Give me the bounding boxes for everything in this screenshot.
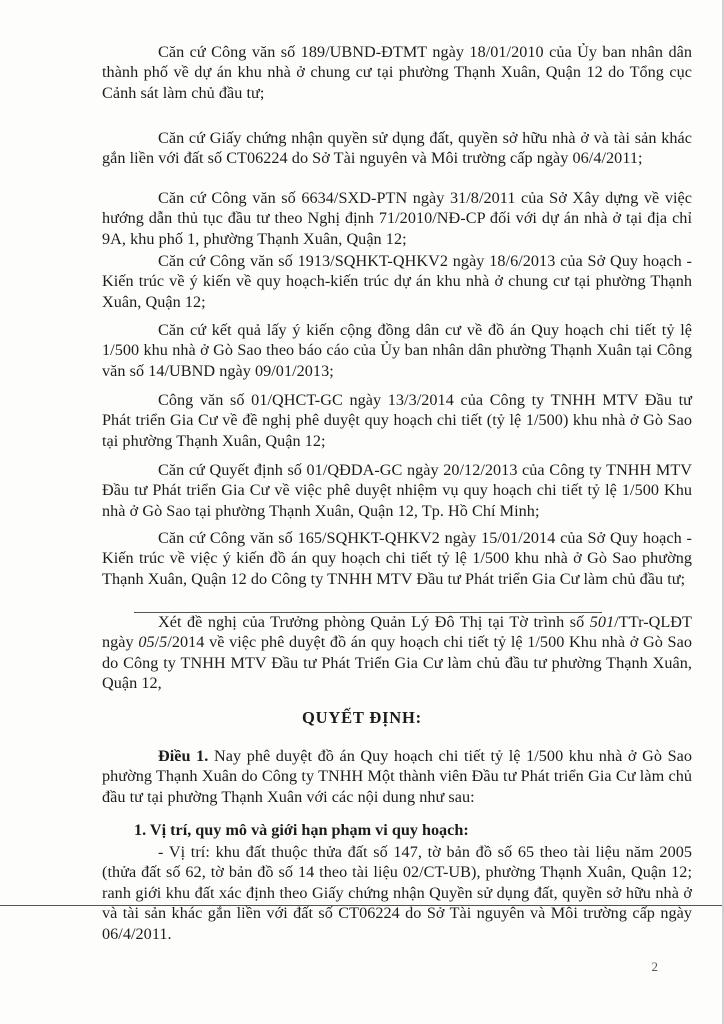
article-1-text: Nay phê duyệt đồ án Quy hoạch chi tiết tỷ lệ 1/500 khu nhà ở Gò Sao phường Thạnh Xuân do Công ty TNHH Một thành viên Đầu tư Phát triển Gia Cư làm chủ đầu tư tại phường Thạnh Xuân với các nội dung như sau:: [102, 747, 692, 806]
scan-line-rule: [0, 905, 724, 906]
paragraph-basis-3: Căn cứ Công văn số 6634/SXD-PTN ngày 31/8/2011 của Sở Xây dựng về việc hướng dẫn thủ tục đầu tư theo Nghị định 71/2010/NĐ-CP đối với dự án nhà ở tại địa chỉ 9A, khu phố 1, phường Thạnh Xuân, Quận 12;: [102, 189, 692, 248]
article-1-lead: Điều 1.: [158, 747, 209, 765]
proposal-text-after-number: /TTr-QLĐT ngày: [102, 613, 692, 652]
paragraph-proposal: Xét đề nghị của Trưởng phòng Quản Lý Đô Thị tại Tờ trình số 501/TTr-QLĐT ngày 05/5/2014 về việc phê duyệt đồ án quy hoạch chi tiết tỷ lệ 1/500 Khu nhà ở Gò Sao do Công ty TNHH MTV Đầu tư Phát Triển Gia Cư làm chủ đầu tư phường Thạnh Xuân, Quận 12,: [102, 613, 692, 693]
proposal-handwritten-month: 5: [159, 633, 168, 652]
paragraph-basis-7: Căn cứ Quyết định số 01/QĐDA-GC ngày 20/12/2013 của Công ty TNHH MTV Đầu tư Phát triển Gia Cư về việc phê duyệt nhiệm vụ quy hoạch chi tiết tỷ lệ 1/500 Khu nhà ở Gò Sao tại phường Thạnh Xuân, Quận 12, Tp. Hồ Chí Minh;: [102, 461, 692, 520]
decision-heading: QUYẾT ĐỊNH:: [302, 708, 422, 727]
strike-rule-proposal: [134, 612, 602, 613]
page-number: 2: [651, 959, 658, 974]
paragraph-basis-2: Căn cứ Giấy chứng nhận quyền sử dụng đất, quyền sở hữu nhà ở và tài sản khác gắn liền với đất số CT06224 do Sở Tài nguyên và Môi trường cấp ngày 06/4/2011;: [102, 129, 692, 168]
proposal-text-rest: /2014 về việc phê duyệt đồ án quy hoạch chi tiết tỷ lệ 1/500 Khu nhà ở Gò Sao do Công ty TNHH MTV Đầu tư Phát Triển Gia Cư làm chủ đầu tư phường Thạnh Xuân, Quận 12,: [102, 633, 692, 693]
paragraph-location: - Vị trí: khu đất thuộc thửa đất số 147, tờ bản đồ số 65 theo tài liệu năm 2005 (thửa đất số 62, tờ bản đồ số 14 theo tài liệu 02/CT-UB), phường Thạnh Xuân, Quận 12; ranh giới khu đất xác định theo Giấy chứng nhận Quyền sử dụng đất, quyền sở hữu nhà ở và tài sản khác gắn liền với đất số CT06224 do Sở Tài nguyên và Môi trường cấp ngày 06/4/2011.: [102, 843, 692, 943]
paragraph-basis-5: Căn cứ kết quả lấy ý kiến cộng đồng dân cư về đồ án Quy hoạch chi tiết tỷ lệ 1/500 khu nhà ở Gò Sao theo báo cáo của Ủy ban nhân dân phường Thạnh Xuân tại Công văn số 14/UBND ngày 09/01/2013;: [102, 321, 692, 380]
paragraph-basis-8: Căn cứ Công văn số 165/SQHKT-QHKV2 ngày 15/01/2014 của Sở Quy hoạch - Kiến trúc về việc ý kiến đồ án quy hoạch chi tiết tỷ lệ 1/500 khu nhà ở Gò Sao phường Thạnh Xuân, Quận 12 do Công ty TNHH MTV Đầu tư Phát triển Gia Cư làm chủ đầu tư;: [102, 529, 692, 588]
paragraph-basis-1: Căn cứ Công văn số 189/UBND-ĐTMT ngày 18/01/2010 của Ủy ban nhân dân thành phố về dự án khu nhà ở chung cư tại phường Thạnh Xuân, Quận 12 do Tổng cục Cảnh sát làm chủ đầu tư;: [102, 43, 692, 102]
proposal-handwritten-day: 05: [138, 633, 155, 652]
paragraph-basis-4: Căn cứ Công văn số 1913/SQHKT-QHKV2 ngày 18/6/2013 của Sở Quy hoạch - Kiến trúc về ý kiến về quy hoạch-kiến trúc dự án khu nhà ở chung cư tại phường Thạnh Xuân, Quận 12;: [102, 252, 692, 311]
proposal-handwritten-number: 501: [589, 613, 615, 631]
proposal-text-before: Xét đề nghị của Trưởng phòng Quản Lý Đô Thị tại Tờ trình số: [158, 613, 585, 631]
paragraph-article-1: [102, 746, 692, 807]
paragraph-basis-6: Công văn số 01/QHCT-GC ngày 13/3/2014 của Công ty TNHH MTV Đầu tư Phát triển Gia Cư về đề nghị phê duyệt quy hoạch chi tiết (tỷ lệ 1/500) khu nhà ở Gò Sao tại phường Thạnh Xuân, Quận 12;: [102, 391, 692, 450]
section-1-title: 1. Vị trí, quy mô và giới hạn phạm vi quy hoạch:: [134, 821, 469, 839]
